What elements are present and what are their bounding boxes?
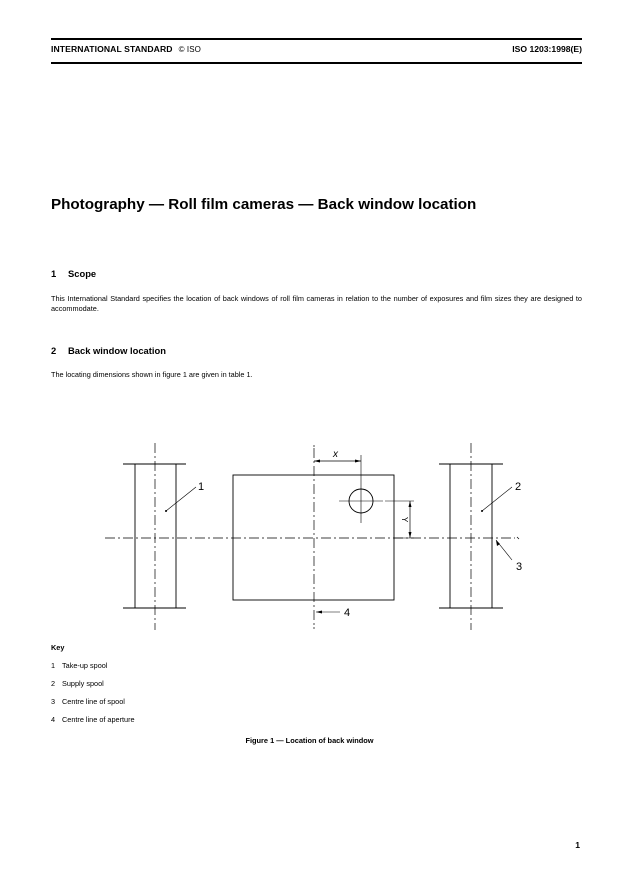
callout-4: 4 [344, 607, 351, 619]
header-standard-text: INTERNATIONAL STANDARD [51, 44, 173, 54]
back-window-paragraph: The locating dimensions shown in figure 1 are given in table 1. [51, 370, 253, 379]
key-item [51, 715, 135, 724]
supply-spool-drawing [439, 443, 503, 630]
key-item-number: 4 [51, 715, 56, 724]
header-doc-id: ISO 1203:1998(E) [512, 44, 582, 54]
key-item-number: 2 [51, 679, 56, 688]
back-window-circle [339, 455, 383, 523]
key-item-label: Centre line of aperture [62, 715, 135, 724]
section-title: Back window location [68, 345, 166, 356]
key-item-label: Supply spool [62, 679, 104, 688]
callout-1: 1 [198, 481, 205, 493]
header-copyright: © ISO [178, 45, 201, 54]
leader-2 [482, 487, 512, 511]
page-title: Photography — Roll film cameras — Back window location [51, 196, 477, 213]
key-item [51, 697, 125, 706]
page-number: 1 [575, 840, 580, 850]
take-up-spool-drawing [123, 443, 186, 630]
figure-caption: Figure 1 — Location of back window [245, 736, 374, 745]
callout-3: 3 [516, 561, 523, 573]
key-item-label: Take-up spool [62, 661, 108, 670]
key-item-number: 3 [51, 697, 56, 706]
key-title: Key [51, 643, 65, 652]
scope-paragraph: This International Standard specifies the location of back windows of roll film cameras in relation to the number of exposures and film sizes they are designed to accommodate. [51, 294, 582, 313]
key-item-number: 1 [51, 661, 56, 670]
key-item [51, 679, 104, 688]
aperture-frame [233, 475, 394, 600]
key-item-label: Centre line of spool [62, 697, 125, 706]
callout-2: 2 [515, 481, 522, 493]
dimension-x-label: x [333, 449, 338, 460]
section-title: Scope [68, 268, 97, 279]
section-number: 1 [51, 268, 57, 279]
leader-1 [166, 487, 196, 511]
key-item [51, 661, 107, 670]
dimension-y-label: Y [400, 517, 409, 523]
section-number: 2 [51, 345, 57, 356]
